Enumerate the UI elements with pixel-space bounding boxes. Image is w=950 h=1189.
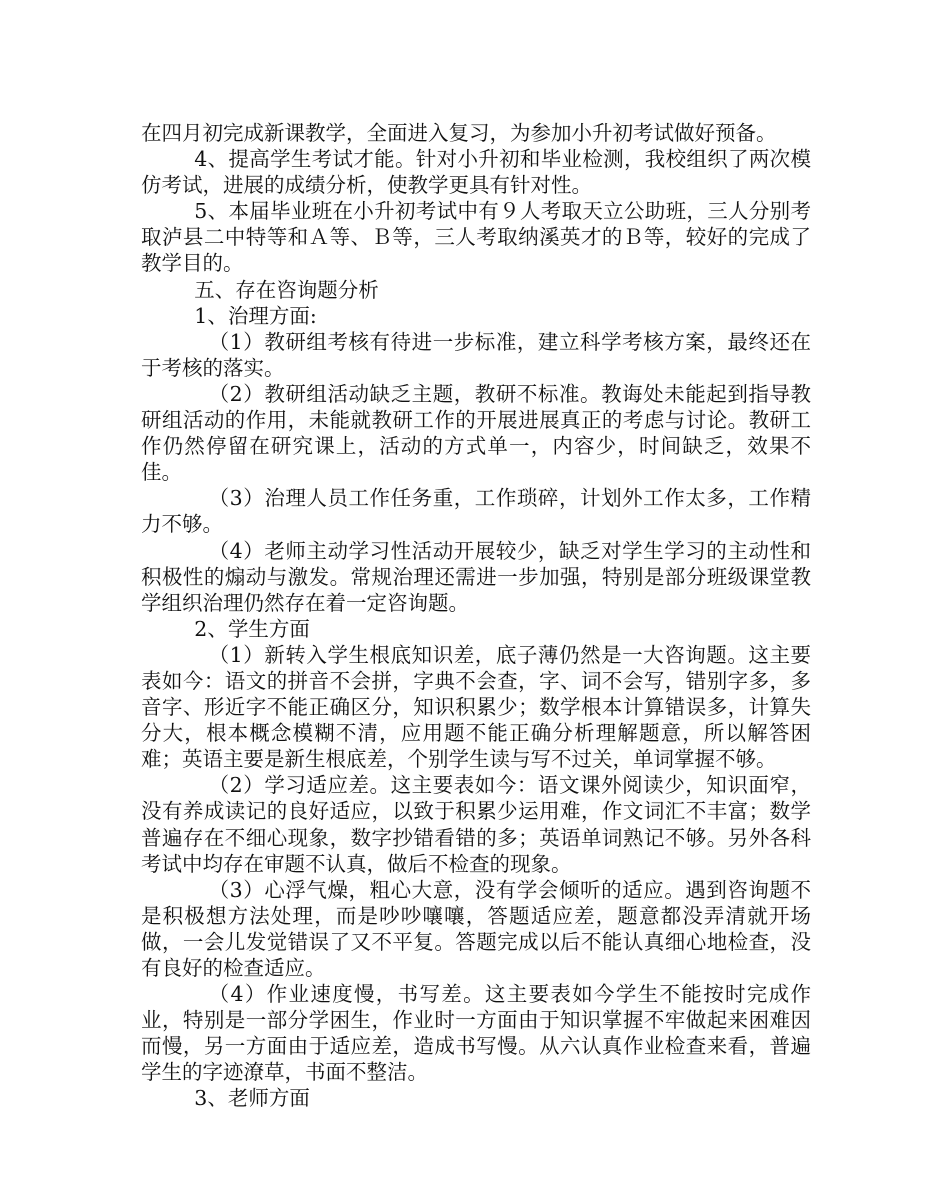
paragraph: 4、提高学生考试才能。针对小升初和毕业检测，我校组织了两次模仿考试，进展的成绩分析，使教学更具有针对性。 — [141, 147, 811, 198]
paragraph: 5、本届毕业班在小升初考试中有９人考取天立公助班，三人分别考取泸县二中特等和Ａ等、Ｂ等，三人考取纳溪英才的Ｂ等，较好的完成了教学目的。 — [141, 199, 811, 276]
paragraph: （4）作业速度慢，书写差。这主要表如今学生不能按时完成作业，特别是一部分学困生，作业时一方面由于知识掌握不牢做起来困难因而慢，另一方面由于适应差，造成书写慢。从六认真作业检查来看，普遍学生的字迹潦草，书面不整洁。 — [141, 982, 811, 1085]
subsection-heading: 3、老师方面 — [194, 1086, 310, 1111]
paragraph: （2）教研组活动缺乏主题，教研不标准。教诲处未能起到指导教研组活动的作用，未能就教研工作的开展进展真正的考虑与讨论。教研工作仍然停留在研究课上，活动的方式单一，内容少，时间缺乏，效果不佳。 — [141, 381, 811, 485]
subsection-heading: 2、学生方面 — [194, 616, 310, 641]
paragraph: （3）心浮气燥，粗心大意，没有学会倾听的适应。遇到咨询题不是积极想方法处理，而是吵吵嚷嚷，答题适应差，题意都没弄清就开场做，一会儿发觉错误了又不平复。答题完成以后不能认真细心地检查，没有良好的检查适应。 — [141, 877, 811, 980]
paragraph: （1）教研组考核有待进一步标准，建立科学考核方案，最终还在于考核的落实。 — [141, 329, 811, 380]
paragraph: （4）老师主动学习性活动开展较少，缺乏对学生学习的主动性和积极性的煽动与激发。常规治理还需进一步加强，特别是部分班级课堂教学组织治理仍然存在着一定咨询题。 — [141, 538, 811, 615]
document-body — [141, 120, 811, 1112]
paragraph: （3）治理人员工作任务重，工作琐碎，计划外工作太多，工作精力不够。 — [141, 486, 811, 537]
paragraph: （1）新转入学生根底知识差，底子薄仍然是一大咨询题。这主要表如今：语文的拼音不会拼，字典不会查，字、词不会写，错别字多，多音字、形近字不能正确区分，知识积累少；数学根本计算错误多，计算失分大，根本概念模糊不清，应用题不能正确分析理解题意，所以解答困难；英语主要是新生根底差，个别学生读与写不过关，单词掌握不够。 — [141, 642, 811, 772]
section-heading: 五、存在咨询题分析 — [194, 277, 379, 302]
paragraph: 在四月初完成新课教学，全面进入复习，为参加小升初考试做好预备。 — [141, 121, 777, 145]
paragraph: （2）学习适应差。这主要表如今：语文课外阅读少，知识面窄，没有养成读记的良好适应，以致于积累少运用难，作文词汇不丰富；数学普遍存在不细心现象，数字抄错看错的多；英语单词熟记不够。另外各科考试中均存在审题不认真，做后不检查的现象。 — [141, 773, 811, 876]
subsection-heading: 1、治理方面: — [194, 303, 317, 328]
